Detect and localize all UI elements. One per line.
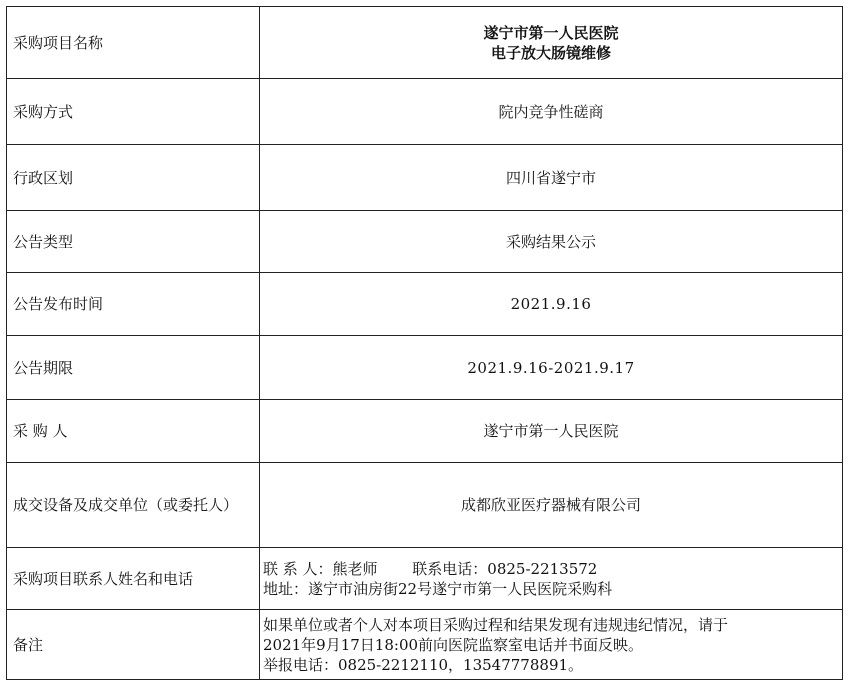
row-label-purchaser: 采 购 人 <box>7 400 260 463</box>
row-value-purchaser: 遂宁市第一人民医院 <box>260 400 843 463</box>
row-label-publish-time: 公告发布时间 <box>7 273 260 336</box>
table-row <box>7 463 843 548</box>
table-row <box>7 7 843 79</box>
procurement-notice-table <box>6 6 843 680</box>
row-value-region: 四川省遂宁市 <box>260 145 843 211</box>
row-label-procurement-method: 采购方式 <box>7 79 260 145</box>
table-row <box>7 336 843 400</box>
row-label-winning-supplier: 成交设备及成交单位（或委托人） <box>7 463 260 548</box>
remarks-line-1: 如果单位或者个人对本项目采购过程和结果发现有违规违纪情况，请于 <box>263 615 729 634</box>
row-label-notice-type: 公告类型 <box>7 211 260 273</box>
row-value-remarks <box>260 610 843 680</box>
project-name-line-1: 遂宁市第一人民医院 <box>483 23 619 42</box>
remarks-line-2: 2021年9月17日18:00前向医院监察室电话并书面反映。 <box>263 635 644 654</box>
row-value-procurement-method: 院内竞争性磋商 <box>260 79 843 145</box>
row-value-publish-time: 2021.9.16 <box>260 273 843 336</box>
contact-person-phone: 联 系 人：熊老师 联系电话：0825-2213572 <box>263 559 598 578</box>
row-value-project-name <box>260 7 843 79</box>
row-value-contact <box>260 548 843 610</box>
contact-address: 地址：遂宁市油房街22号遂宁市第一人民医院采购科 <box>263 579 613 598</box>
row-label-region: 行政区划 <box>7 145 260 211</box>
table-row <box>7 610 843 680</box>
table-row <box>7 79 843 145</box>
row-value-notice-period: 2021.9.16-2021.9.17 <box>260 336 843 400</box>
row-label-contact: 采购项目联系人姓名和电话 <box>7 548 260 610</box>
row-label-project-name: 采购项目名称 <box>7 7 260 79</box>
table-row <box>7 548 843 610</box>
table-row <box>7 273 843 336</box>
table-row <box>7 145 843 211</box>
row-label-notice-period: 公告期限 <box>7 336 260 400</box>
row-value-notice-type: 采购结果公示 <box>260 211 843 273</box>
table-row <box>7 211 843 273</box>
table-row <box>7 400 843 463</box>
project-name-line-2: 电子放大肠镜维修 <box>490 43 611 62</box>
row-value-winning-supplier: 成都欣亚医疗器械有限公司 <box>260 463 843 548</box>
row-label-remarks: 备注 <box>7 610 260 680</box>
remarks-line-3: 举报电话：0825-2212110，13547778891。 <box>263 655 584 674</box>
